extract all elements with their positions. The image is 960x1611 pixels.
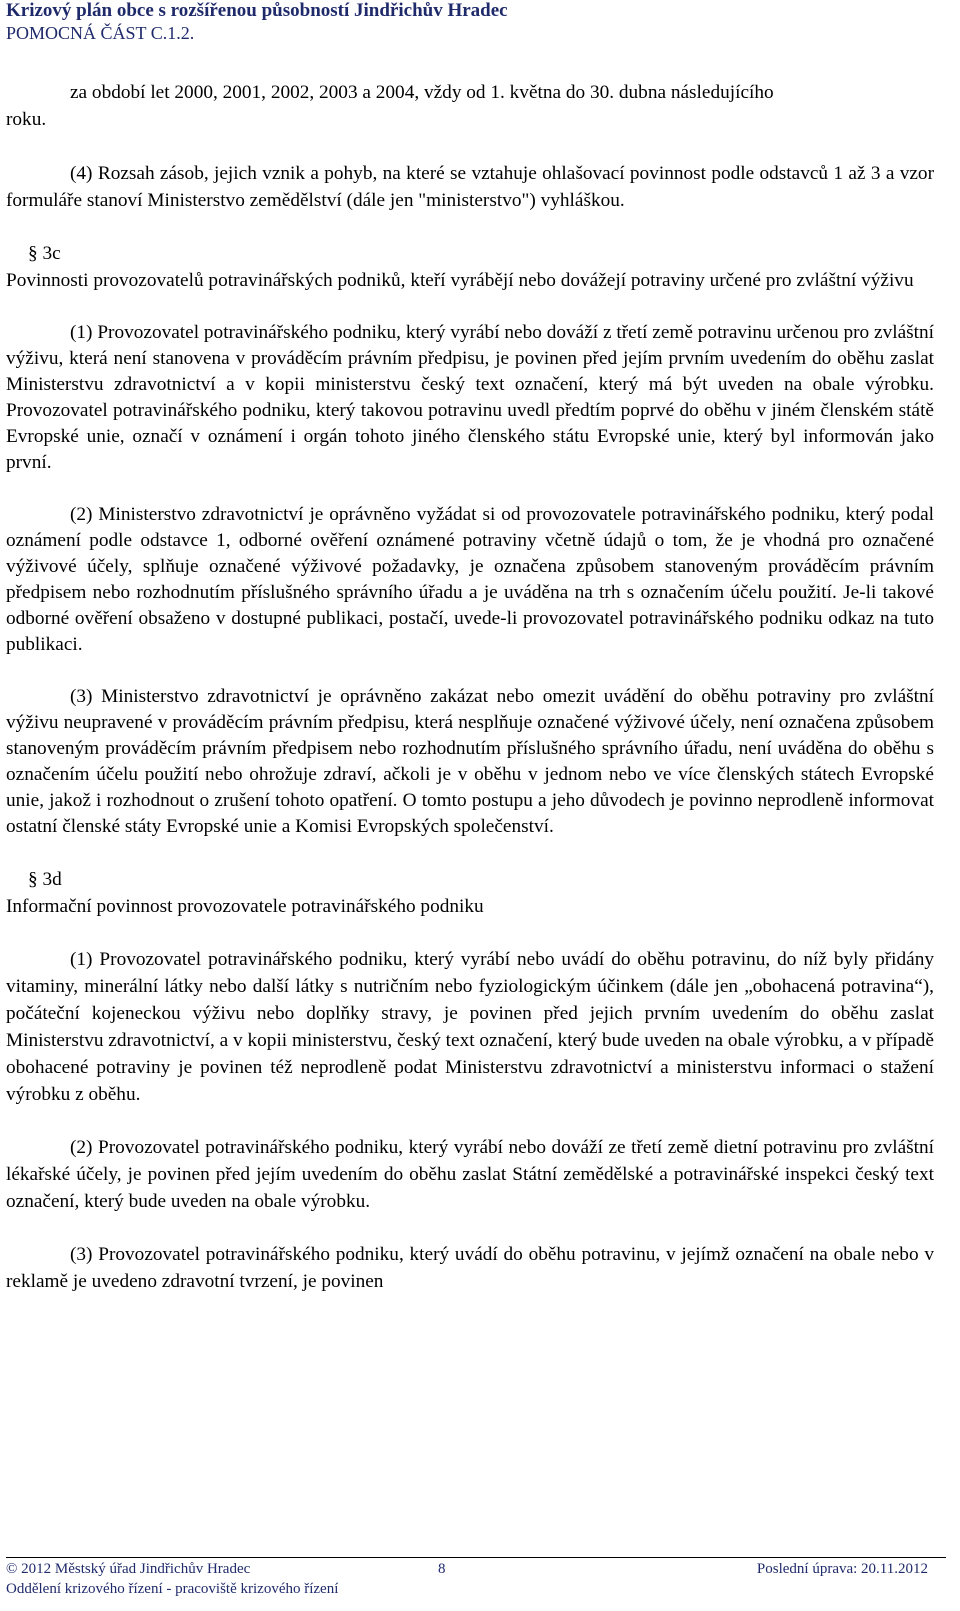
page-footer — [6, 1557, 946, 1598]
footer-page-number: 8 — [438, 1561, 446, 1577]
section-3d-mark: § 3d — [28, 869, 62, 890]
section-3c-paragraph-3: (3) Ministerstvo zdravotnictví je oprávněno zakázat nebo omezit uvádění do oběhu potraviny pro zvláštní výživu neupravené v prováděcím právním předpisu, která nesplňuje označené výživové účely, není označena způsobem stanoveným prováděcím právním předpisem nebo rozhodnutím příslušného správního úřadu, není uváděna do oběhu s označením účelu použití nebo ohrožuje zdraví, ačkoli je v oběhu v jednom nebo ve více členských státech Evropské unie, jakož i rozhodnout o zrušení tohoto opatření. O tomto postupu a jeho důvodech je povinno neprodleně informovat ostatní členské státy Evropské unie a Komisi Evropských společenství. — [6, 686, 934, 837]
intro-line-2: roku. — [6, 109, 47, 130]
section-3c-title: Povinnosti provozovatelů potravinářských podniků, kteří vyrábějí nebo dovážejí potraviny určené pro zvláštní výživu — [6, 270, 914, 291]
section-3c-mark: § 3c — [28, 243, 61, 264]
section-3c-paragraph-1: (1) Provozovatel potravinářského podniku, který vyrábí nebo dováží z třetí země potravinu určenou pro zvláštní výživu, která není stanovena v prováděcím právním předpisu, je povinen před jejím prvním uvedením do oběhu zaslat Ministerstvu zdravotnictví a v kopii ministerstvu český text označení, který má být uveden na obale výrobku. Provozovatel potravinářského podniku, který takovou potravinu uvedl předtím poprvé do oběhu v jiném členském státě Evropské unie, označí v oznámení i orgán tohoto jiného členského státu Evropské unie, který byl informován jako první. — [6, 322, 934, 473]
document-body — [6, 79, 934, 1295]
header-subtitle: POMOCNÁ ČÁST C.1.2. — [6, 23, 195, 43]
section-3d-paragraph-3: (3) Provozovatel potravinářského podniku, který uvádí do oběhu potravinu, v jejímž označení na obale nebo v reklamě je uvedeno zdravotní tvrzení, je povinen — [6, 1244, 934, 1292]
paragraph-4: (4) Rozsah zásob, jejich vznik a pohyb, na které se vztahuje ohlašovací povinnost podle odstavců 1 až 3 a vzor formuláře stanoví Ministerstvo zemědělství (dále jen "ministerstvo") vyhláškou. — [6, 163, 934, 211]
section-3d-paragraph-1: (1) Provozovatel potravinářského podniku, který vyrábí nebo uvádí do oběhu potravinu, do níž byly přidány vitaminy, minerální látky nebo další látky s nutričním nebo fyziologickým účinkem (dále jen „obohacená potravina“), počáteční kojeneckou výživu nebo doplňky stravy, je povinen před jejich prvním uvedením do oběhu zaslat Ministerstvu zdravotnictví, a v kopii ministerstvu, český text označení, který bude uveden na obale výrobku, a v případě obohacené potraviny je povinen též neprodleně podat Ministerstvu zdravotnictví a ministerstvu informaci o stažení výrobku z oběhu. — [6, 949, 934, 1105]
footer-copyright: © 2012 Městský úřad Jindřichův Hradec — [6, 1561, 251, 1577]
section-3c-paragraph-2: (2) Ministerstvo zdravotnictví je oprávněno vyžádat si od provozovatele potravinářského podniku, který podal oznámení podle odstavce 1, odborné ověření oznámené potraviny včetně údajů o tom, že je vhodná pro označené výživové účely, splňuje označené výživové požadavky, je označena způsobem stanoveným prováděcím právním předpisem nebo rozhodnutím příslušného správního úřadu a je uváděna na trh s označením účelu použití. Je-li takové odborné ověření obsaženo v dostupné publikaci, postačí, uvede-li provozovatel potravinářského podniku odkaz na tuto publikaci. — [6, 504, 934, 655]
footer-department: Oddělení krizového řízení - pracoviště krizového řízení — [6, 1581, 339, 1597]
page-header — [6, 0, 946, 44]
footer-top-row — [6, 1558, 946, 1578]
intro-line-1: za období let 2000, 2001, 2002, 2003 a 2004, vždy od 1. května do 30. dubna následujícího — [70, 82, 774, 103]
footer-last-update: Poslední úprava: 20.11.2012 — [756, 1561, 928, 1577]
header-title: Krizový plán obce s rozšířenou působností Jindřichův Hradec — [6, 0, 508, 21]
section-3d-title: Informační povinnost provozovatele potravinářského podniku — [6, 896, 484, 917]
section-3d-paragraph-2: (2) Provozovatel potravinářského podniku, který vyrábí nebo dováží ze třetí země dietní potravinu pro zvláštní lékařské účely, je povinen před jejím uvedením do oběhu zaslat Státní zemědělské a potravinářské inspekci český text označení, který bude uveden na obale výrobku. — [6, 1137, 934, 1212]
